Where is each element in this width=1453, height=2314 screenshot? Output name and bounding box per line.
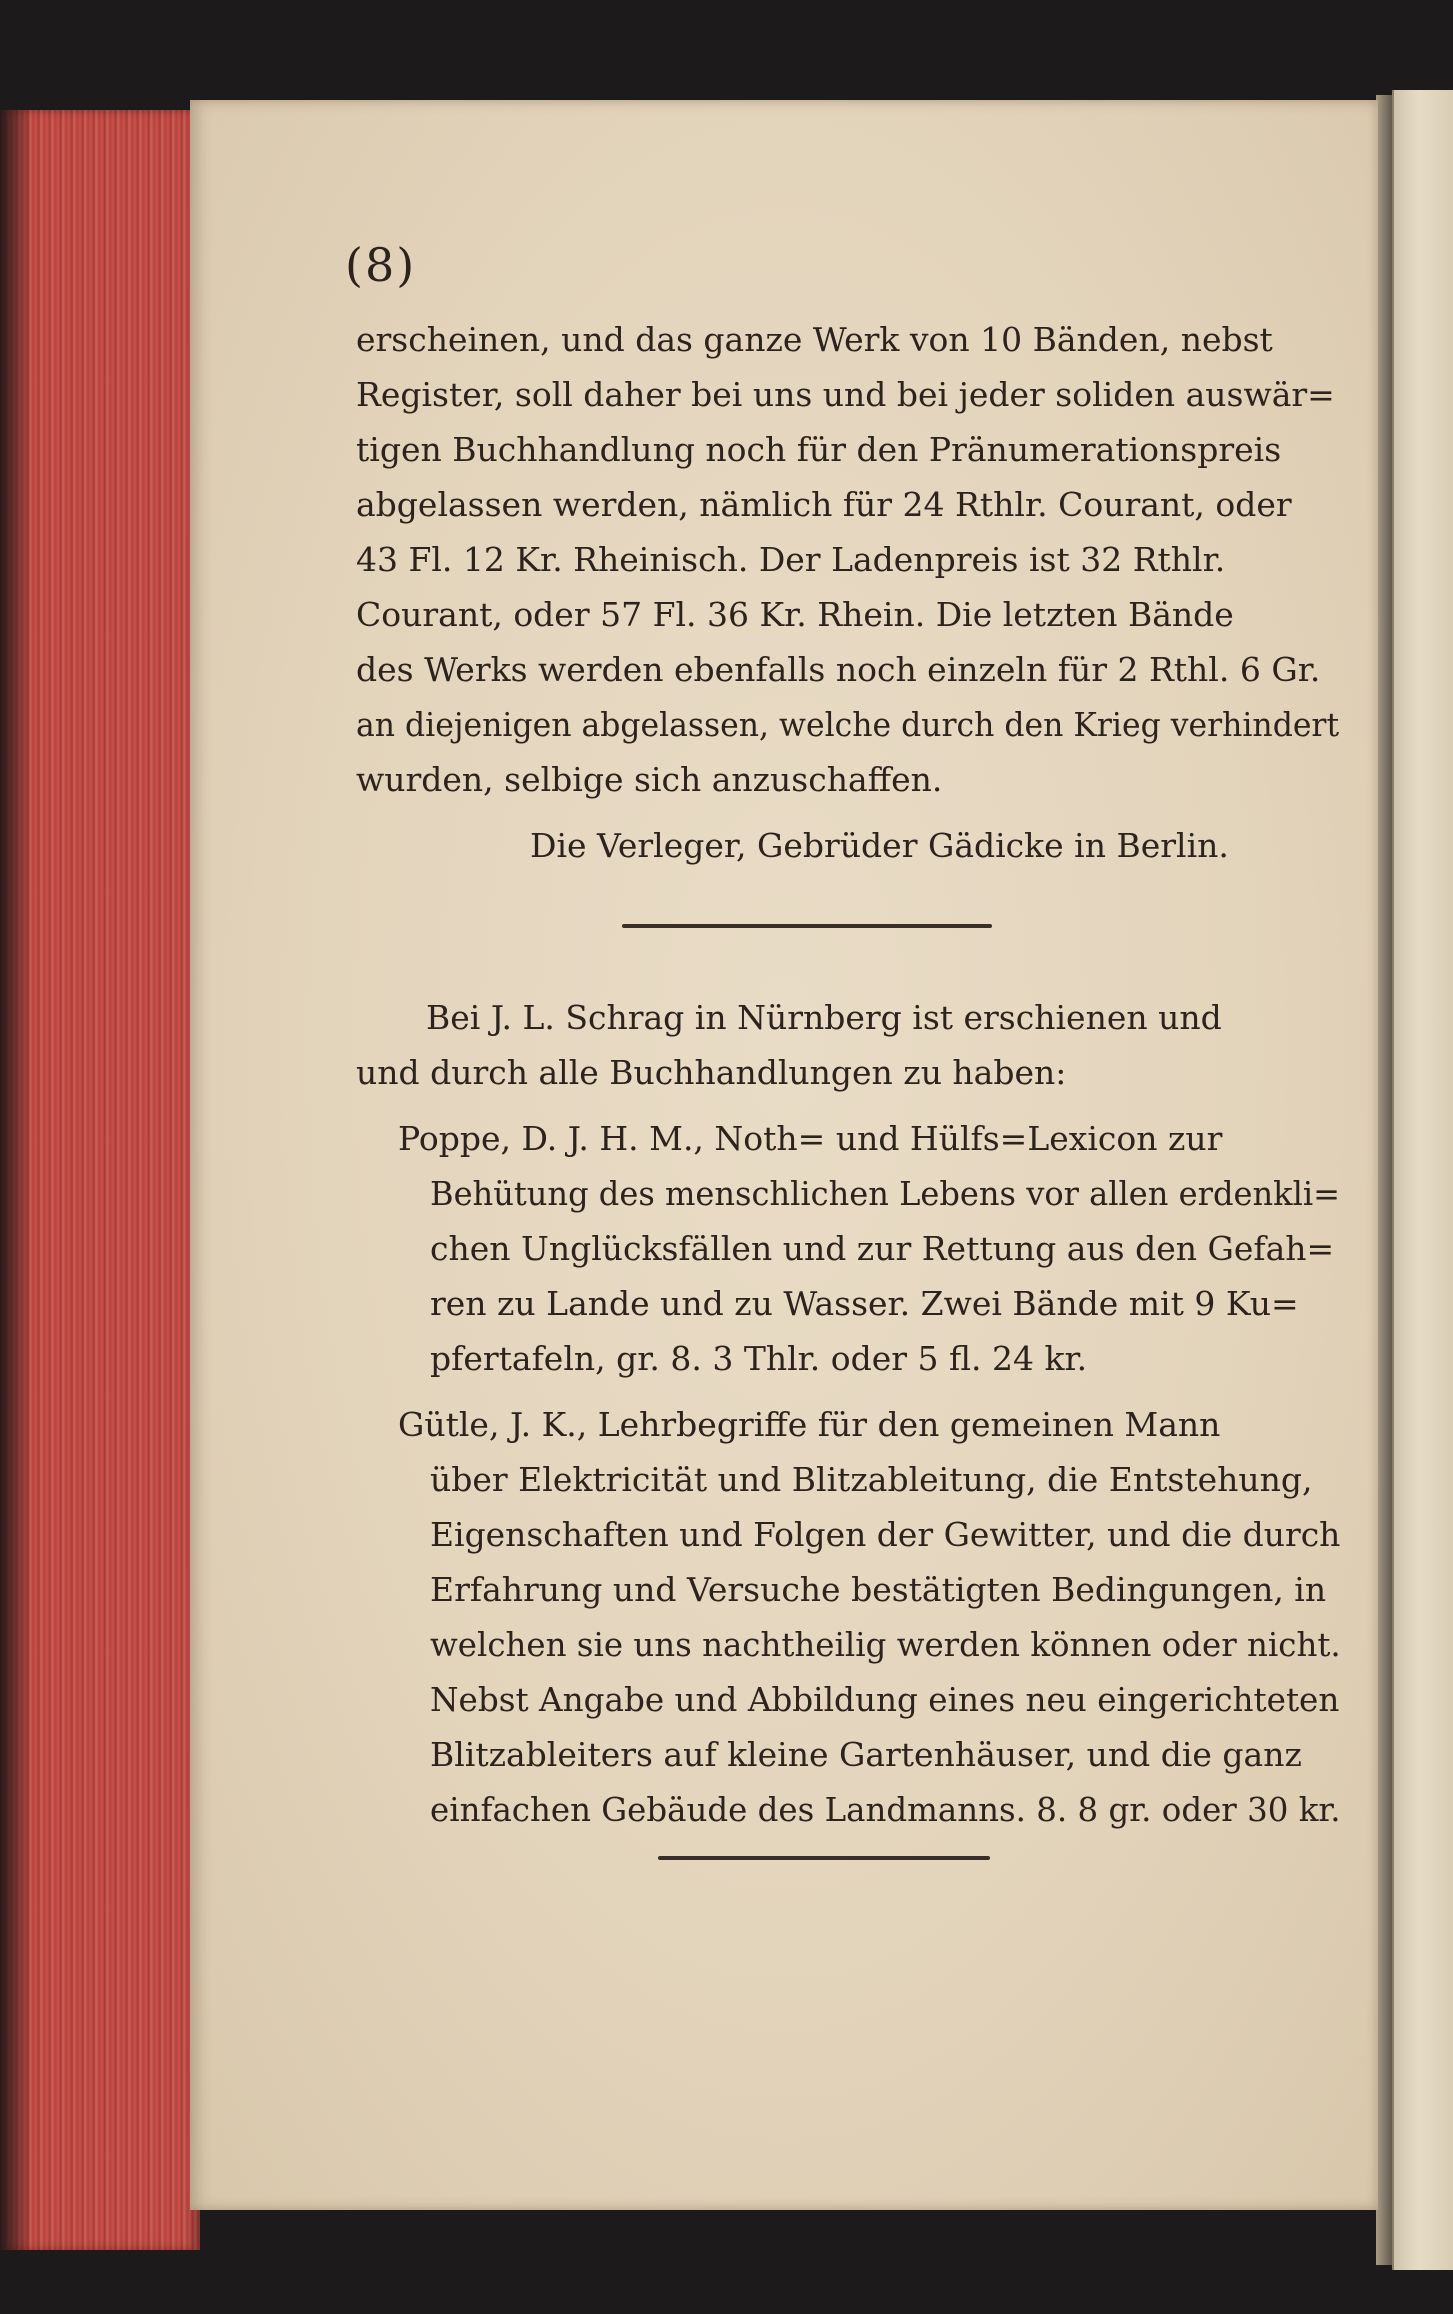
text-line: erscheinen, und das ganze Werk von 10 Bänden, nebst — [356, 320, 1273, 359]
entry-poppe-line: pfertafeln, gr. 8. 3 Thlr. oder 5 fl. 24 kr. — [430, 1339, 1088, 1378]
text-line: wurden, selbige sich anzuschaffen. — [356, 760, 943, 799]
entry-poppe-line: ren zu Lande und zu Wasser. Zwei Bände mit 9 Ku= — [430, 1284, 1299, 1323]
entry-poppe-line: Poppe, D. J. H. M., Noth= und Hülfs=Lexicon zur — [398, 1119, 1223, 1158]
text-line: an diejenigen abgelassen, welche durch den Krieg verhindert — [356, 705, 1340, 744]
text-line: und durch alle Buchhandlungen zu haben: — [356, 1053, 1067, 1092]
adjacent-page — [1392, 90, 1453, 2270]
entry-poppe-line: Behütung des menschlichen Lebens vor allen erdenkli= — [430, 1174, 1340, 1213]
text-line: Bei J. L. Schrag in Nürnberg ist erschienen und — [426, 998, 1222, 1037]
book-page — [190, 100, 1378, 2210]
entry-guetle-line: welchen sie uns nachtheilig werden können oder nicht. — [430, 1625, 1341, 1664]
section-divider — [658, 1856, 990, 1860]
publisher-signature: Die Verleger, Gebrüder Gädicke in Berlin. — [530, 826, 1229, 865]
text-line: 43 Fl. 12 Kr. Rheinisch. Der Ladenpreis ist 32 Rthlr. — [356, 540, 1226, 579]
entry-guetle-line: Gütle, J. K., Lehrbegriffe für den gemeinen Mann — [398, 1405, 1221, 1444]
text-line: abgelassen werden, nämlich für 24 Rthlr. Courant, oder — [356, 485, 1292, 524]
entry-guetle-line: einfachen Gebäude des Landmanns. 8. 8 gr. oder 30 kr. — [430, 1790, 1341, 1829]
page-number: (8) — [345, 238, 417, 292]
entry-guetle-line: Eigenschaften und Folgen der Gewitter, und die durch — [430, 1515, 1341, 1554]
text-line: Register, soll daher bei uns und bei jeder soliden auswär= — [356, 375, 1335, 414]
text-line: des Werks werden ebenfalls noch einzeln für 2 Rthl. 6 Gr. — [356, 650, 1321, 689]
entry-guetle-line: über Elektricität und Blitzableitung, die Entstehung, — [430, 1460, 1313, 1499]
entry-poppe-line: chen Unglücksfällen und zur Rettung aus den Gefah= — [430, 1229, 1335, 1268]
book-spine-shadow — [0, 110, 30, 2250]
entry-guetle-line: Blitzableiters auf kleine Gartenhäuser, und die ganz — [430, 1735, 1302, 1774]
entry-guetle-line: Nebst Angabe und Abbildung eines neu eingerichteten — [430, 1680, 1340, 1719]
text-line: Courant, oder 57 Fl. 36 Kr. Rhein. Die letzten Bände — [356, 595, 1234, 634]
book-page-edges — [0, 110, 200, 2250]
entry-guetle-line: Erfahrung und Versuche bestätigten Bedingungen, in — [430, 1570, 1327, 1609]
section-divider — [622, 924, 992, 928]
text-line: tigen Buchhandlung noch für den Pränumerationspreis — [356, 430, 1282, 469]
